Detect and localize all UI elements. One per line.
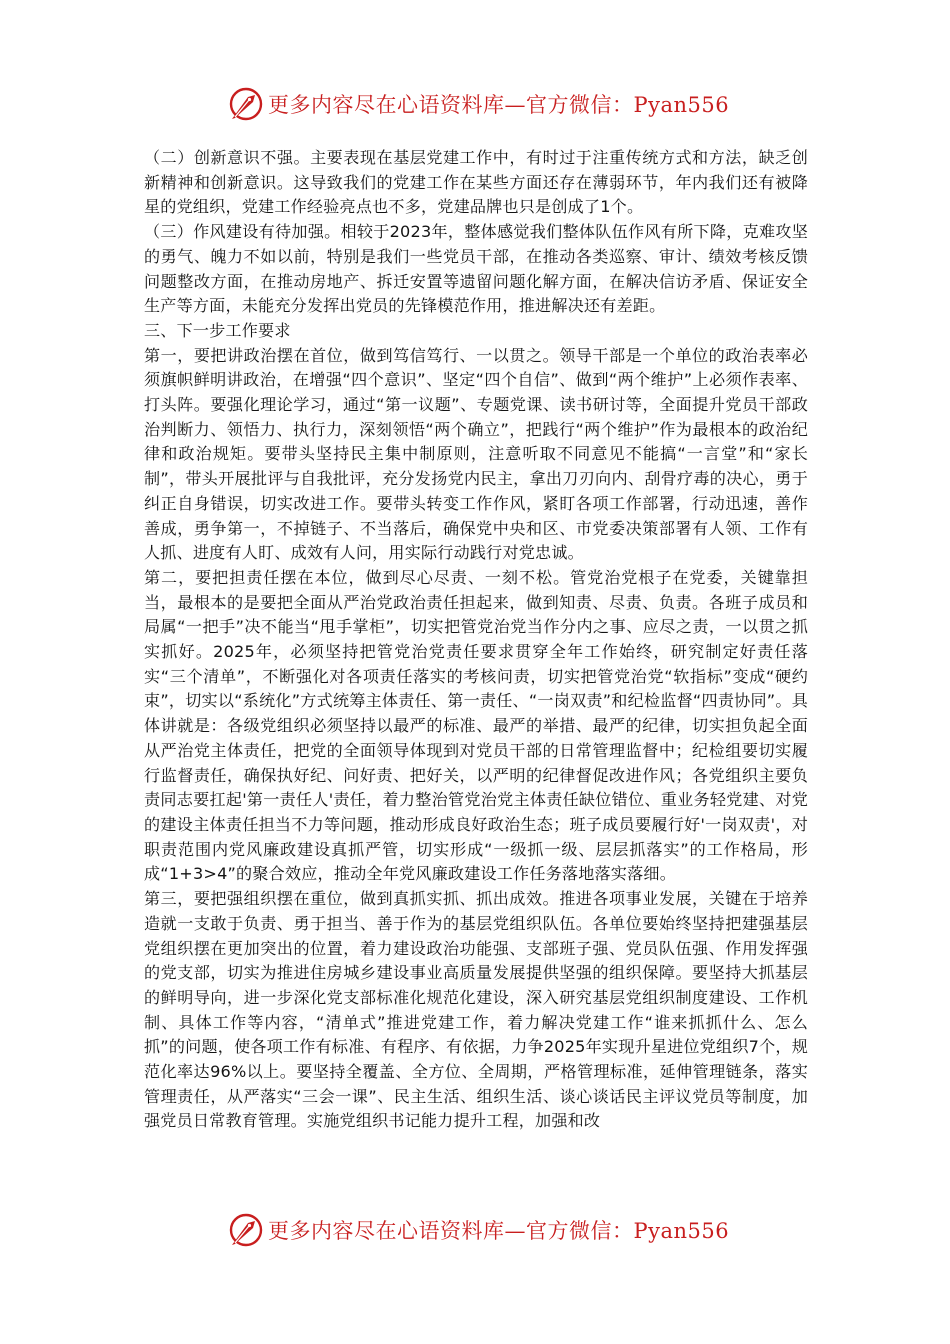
footer-watermark-text: 更多内容尽在心语资料库—官方微信：Pyan556 [268, 1219, 730, 1243]
document-body [144, 146, 808, 1134]
footer-watermark [226, 1208, 729, 1252]
paragraph-politics-first: 第一，要把讲政治摆在首位，做到笃信笃行、一以贯之。领导干部是一个单位的政治表率必须旗帜鲜明讲政治，在增强“四个意识”、坚定“四个自信”、做到“两个维护”上必须作表率、打头阵。要强化理论学习，通过“第一议题”、专题党课、读书研讨等，全面提升党员干部政治判断力、领悟力、执行力，深刻领悟“两个确立”，把践行“两个维护”作为最根本的政治纪律和政治规矩。要带头坚持民主集中制原则，注意听取不同意见不能搞“一言堂”和“家长制”，带头开展批评与自我批评，充分发扬党内民主，拿出刀刃向内、刮骨疗毒的决心，勇于纠正自身错误，切实改进工作。要带头转变工作作风，紧盯各项工作部署，行动迅速，善作善成，勇争第一，不掉链子、不当落后，确保党中央和区、市党委决策部署有人领、工作有人抓、进度有人盯、成效有人问，用实际行动践行对党忠诚。 [144, 345, 808, 563]
section-heading-next-steps: 三、下一步工作要求 [144, 320, 291, 340]
paragraph-work-style: （三）作风建设有待加强。相较于2023年，整体感觉我们整体队伍作风有所下降，克难攻坚的勇气、魄力不如以前，特别是我们一些党员干部，在推动各类巡察、审计、绩效考核反馈问题整改方面，在推动房地产、拆迁安置等遗留问题化解方面，在解决信访矛盾、保证安全生产等方面，未能充分发挥出党员的先锋模范作用，推进解决还有差距。 [144, 222, 808, 316]
pen-nib-logo-icon [226, 1210, 266, 1250]
paragraph-responsibility: 第二，要把担责任摆在本位，做到尽心尽责、一刻不松。管党治党根子在党委，关键靠担当，最根本的是要把全面从严治党政治责任担起来，做到知责、尽责、负责。各班子成员和局属“一把手”决不能当“甩手掌柜”，切实把管党治党当作分内之事、应尽之责，一以贯之抓实抓好。2025年，必须坚持把管党治党责任要求贯穿全年工作始终，研究制定好责任落实“三个清单”，不断强化对各项责任落实的考核问责，切实把管党治党“软指标”变成“硬约束”，切实以“系统化”方式统筹主体责任、第一责任、“一岗双责”和纪检监督“四责协同”。具体讲就是：各级党组织必须坚持以最严的标准、最严的举措、最严的纪律，切实担负起全面从严治党主体责任，把党的全面领导体现到对党员干部的日常管理监督中；纪检组要切实履行监督责任，确保执好纪、问好责、把好关，以严明的纪律督促改进作风；各党组织主要负责同志要扛起'第一责任人'责任，着力整治管党治党主体责任缺位错位、重业务轻党建、对党的建设主体责任担当不力等问题，推动形成良好政治生态；班子成员要履行好'一岗双责'，对职责范围内党风廉政建设真抓严管，切实形成“一级抓一级、层层抓落实”的工作格局，形成“1+3>4”的聚合效应，推动全年党风廉政建设工作任务落地落实落细。 [144, 567, 808, 884]
pen-nib-logo-icon [226, 84, 266, 124]
paragraph-organization: 第三，要把强组织摆在重位，做到真抓实抓、抓出成效。推进各项事业发展，关键在于培养造就一支敢于负责、勇于担当、善于作为的基层党组织队伍。各单位要始终坚持把建强基层党组织摆在更加突出的位置，着力建设政治功能强、支部班子强、党员队伍强、作用发挥强的党支部，切实为推进住房城乡建设事业高质量发展提供坚强的组织保障。要坚持大抓基层的鲜明导向，进一步深化党支部标准化规范化建设，深入研究基层党组织制度建设、工作机制、具体工作等内容，“清单式”推进党建工作，着力解决党建工作“谁来抓抓什么、怎么抓”的问题，使各项工作有标准、有程序、有依据，力争2025年实现升星进位党组织7个，规范化率达96%以上。要坚持全覆盖、全方位、全周期，严格管理标准，延伸管理链条，落实管理责任，从严落实“三会一课”、民主生活、组织生活、谈心谈话民主评议党员等制度，加强党员日常教育管理。实施党组织书记能力提升工程，加强和改 [144, 889, 808, 1131]
header-watermark [226, 82, 729, 126]
paragraph-innovation: （二）创新意识不强。主要表现在基层党建工作中，有时过于注重传统方式和方法，缺乏创新精神和创新意识。这导致我们的党建工作在某些方面还存在薄弱环节，年内我们还有被降星的党组织，党建工作经验亮点也不多，党建品牌也只是创成了1个。 [144, 148, 808, 217]
header-watermark-text: 更多内容尽在心语资料库—官方微信：Pyan556 [268, 93, 730, 117]
